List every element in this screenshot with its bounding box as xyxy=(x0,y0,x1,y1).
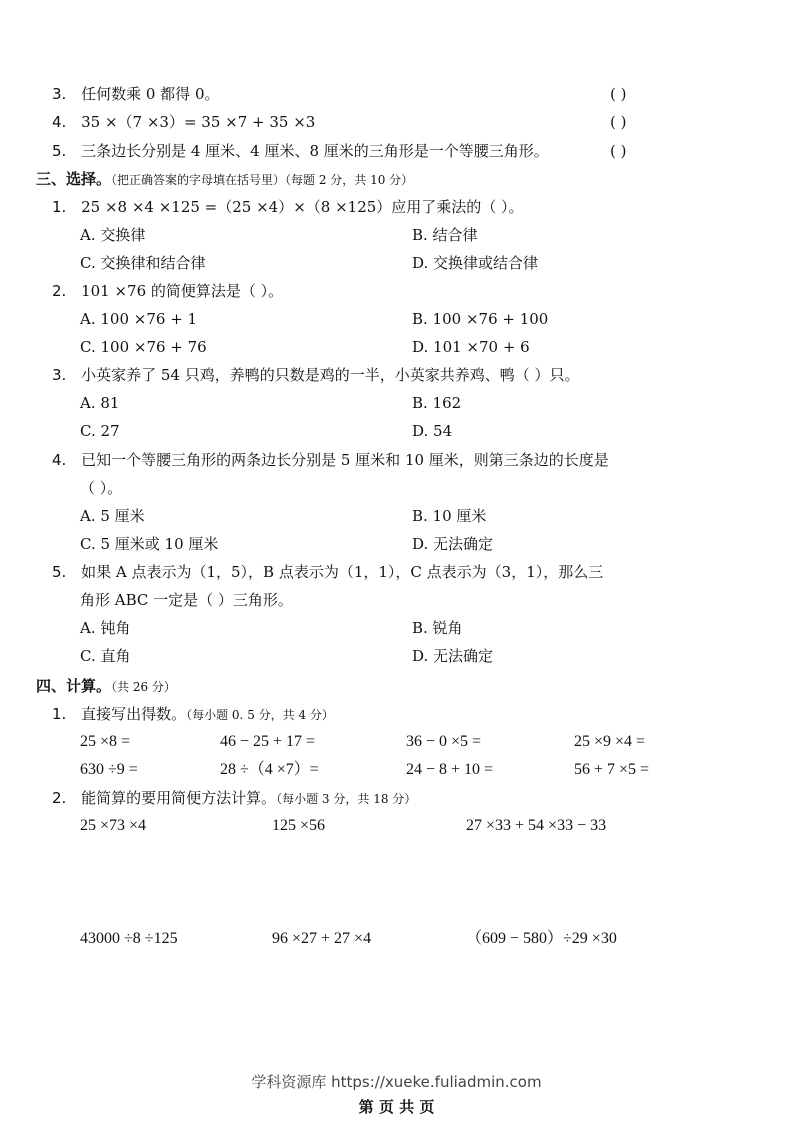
option-d[interactable]: D. 交换律或结合律 xyxy=(412,254,539,272)
calc-expression: 24 − 8 + 10 = xyxy=(406,761,494,778)
option-b[interactable]: B. 10 厘米 xyxy=(412,507,487,525)
option-a[interactable]: A. 100 ×76 + 1 xyxy=(80,310,198,328)
calc-expression: 28 ÷（4 ×7）= xyxy=(220,761,319,778)
option-d[interactable]: D. 54 xyxy=(412,422,453,440)
choice-question-3 xyxy=(52,365,580,385)
answer-blank[interactable]: ( ) xyxy=(610,113,627,131)
item-number: 3. xyxy=(52,366,67,384)
calc-expression: 25 ×9 ×4 = xyxy=(574,733,646,750)
item-number: 1. xyxy=(52,198,67,216)
question-text-continued: 角形 ABC 一定是（ ）三角形。 xyxy=(80,591,293,609)
choice-question-2 xyxy=(52,281,283,301)
question-text: 小英家养了 54 只鸡，养鸭的只数是鸡的一半，小英家共养鸡、鸭（ ）只。 xyxy=(81,366,580,384)
section-3-heading xyxy=(36,169,413,190)
calc-part-1-heading xyxy=(52,704,334,725)
option-b[interactable]: B. 结合律 xyxy=(412,226,478,244)
calc-expression: （609 − 580）÷29 ×30 xyxy=(466,930,617,947)
source-watermark: 学科资源库 https://xueke.fuliadmin.com xyxy=(251,1073,542,1091)
tf-item-4 xyxy=(52,112,315,132)
section-title: 四、计算。 xyxy=(36,677,112,695)
choice-question-4 xyxy=(52,450,609,470)
tf-item-5 xyxy=(52,141,549,161)
calc-expression: 46 − 25 + 17 = xyxy=(220,733,316,750)
option-b[interactable]: B. 162 xyxy=(412,394,462,412)
section-4-heading xyxy=(36,676,176,697)
choice-question-1 xyxy=(52,197,524,217)
option-c[interactable]: C. 交换律和结合律 xyxy=(80,254,206,272)
option-c[interactable]: C. 27 xyxy=(80,422,120,440)
question-text: 25 ×8 ×4 ×125 =（25 ×4）×（8 ×125）应用了乘法的（ ）。 xyxy=(81,198,524,216)
item-number: 5. xyxy=(52,142,67,160)
option-c[interactable]: C. 100 ×76 + 76 xyxy=(80,338,207,356)
question-text: 如果 A 点表示为（1，5），B 点表示为（1，1），C 点表示为（3，1），那么三 xyxy=(81,563,604,581)
item-number: 3. xyxy=(52,85,67,103)
calc-expression: 43000 ÷8 ÷125 xyxy=(80,930,178,947)
question-text: 101 ×76 的简便算法是（ ）。 xyxy=(81,282,284,300)
option-d[interactable]: D. 101 ×70 + 6 xyxy=(412,338,530,356)
item-text: 任何数乘 0 都得 0。 xyxy=(81,85,220,103)
option-c[interactable]: C. 5 厘米或 10 厘米 xyxy=(80,535,219,553)
part-text: 能简算的要用简便方法计算。 xyxy=(81,789,277,807)
calc-expression: 27 ×33 + 54 ×33 − 33 xyxy=(466,817,607,834)
calc-expression: 630 ÷9 = xyxy=(80,761,138,778)
option-a[interactable]: A. 81 xyxy=(80,394,120,412)
answer-blank[interactable]: ( ) xyxy=(610,85,627,103)
tf-item-3 xyxy=(52,84,220,104)
option-b[interactable]: B. 100 ×76 + 100 xyxy=(412,310,549,328)
option-a[interactable]: A. 交换律 xyxy=(80,226,146,244)
section-note: （把正确答案的字母填在括号里）（每题 2 分，共 10 分） xyxy=(111,173,414,187)
answer-blank[interactable]: ( ) xyxy=(610,142,627,160)
calc-expression: 25 ×73 ×4 xyxy=(80,817,147,834)
calc-expression: 125 ×56 xyxy=(272,817,326,834)
option-a[interactable]: A. 5 厘米 xyxy=(80,507,145,525)
item-number: 1. xyxy=(52,705,67,723)
page-number: 第 页 共 页 xyxy=(358,1098,435,1116)
part-note: （每小题 3 分，共 18 分） xyxy=(276,792,417,806)
item-number: 4. xyxy=(52,451,67,469)
calc-part-2-heading xyxy=(52,788,416,809)
item-number: 5. xyxy=(52,563,67,581)
part-text: 直接写出得数。 xyxy=(81,705,187,723)
option-b[interactable]: B. 锐角 xyxy=(412,619,463,637)
section-title: 三、选择。 xyxy=(36,170,112,188)
calc-expression: 36 − 0 ×5 = xyxy=(406,733,482,750)
calc-expression: 25 ×8 = xyxy=(80,733,131,750)
question-text-continued: （ ）。 xyxy=(80,479,123,497)
item-number: 2. xyxy=(52,282,67,300)
option-d[interactable]: D. 无法确定 xyxy=(412,535,494,553)
section-note: （共 26 分） xyxy=(111,680,176,694)
question-text: 已知一个等腰三角形的两条边长分别是 5 厘米和 10 厘米，则第三条边的长度是 xyxy=(81,451,609,469)
option-a[interactable]: A. 钝角 xyxy=(80,619,131,637)
part-note: （每小题 0. 5 分，共 4 分） xyxy=(186,708,334,722)
option-c[interactable]: C. 直角 xyxy=(80,647,131,665)
choice-question-5 xyxy=(52,562,603,582)
item-number: 4. xyxy=(52,113,67,131)
calc-expression: 96 ×27 + 27 ×4 xyxy=(272,930,372,947)
calc-expression: 56 + 7 ×5 = xyxy=(574,761,650,778)
item-text: 35 ×（7 ×3）= 35 ×7 + 35 ×3 xyxy=(81,113,316,131)
option-d[interactable]: D. 无法确定 xyxy=(412,647,494,665)
item-text: 三条边长分别是 4 厘米、4 厘米、8 厘米的三角形是一个等腰三角形。 xyxy=(81,142,549,160)
item-number: 2. xyxy=(52,789,67,807)
